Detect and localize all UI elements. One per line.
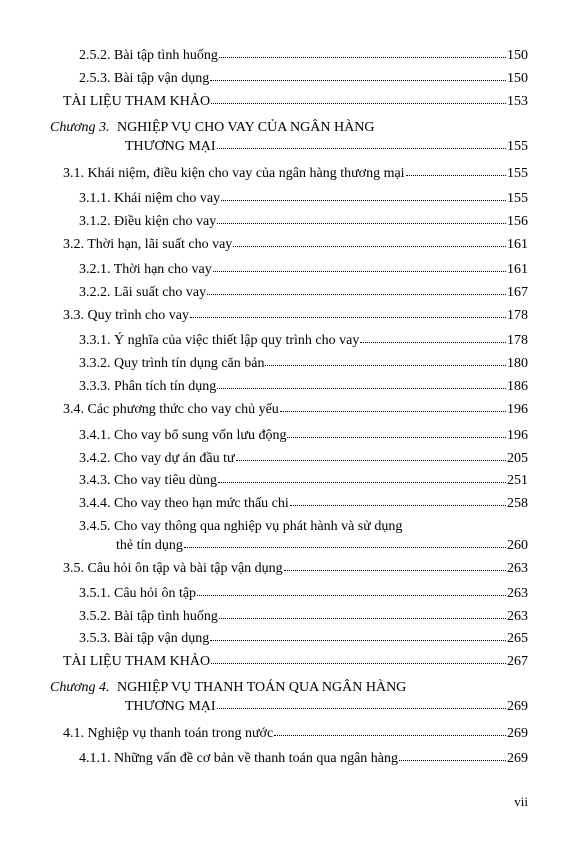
dot-leader bbox=[217, 138, 506, 149]
toc-entry-label: 3.5.2. Bài tập tình huống bbox=[79, 609, 218, 624]
toc-entry bbox=[79, 213, 528, 231]
toc-entry bbox=[63, 93, 528, 111]
dot-leader bbox=[211, 653, 506, 664]
toc-entry-page: 150 bbox=[507, 48, 528, 63]
dot-leader bbox=[207, 284, 506, 295]
toc-entry bbox=[79, 355, 528, 373]
toc-entry-label: 3.4. Các phương thức cho vay chủ yếu bbox=[63, 402, 279, 417]
toc-entry-page: 269 bbox=[507, 751, 528, 766]
toc-entry-label: 3.3.1. Ý nghĩa của việc thiết lập quy trình cho vay bbox=[79, 333, 360, 348]
toc-entry-page: 150 bbox=[507, 71, 528, 86]
toc-entry-page: 180 bbox=[507, 356, 528, 371]
toc-entry-page: 155 bbox=[507, 191, 528, 206]
toc-entry-label: 3.1.2. Điều kiện cho vay bbox=[79, 214, 217, 229]
toc-entry-label: 3.4.5. Cho vay thông qua nghiệp vụ phát hành và sử dụng bbox=[79, 519, 403, 534]
toc-entry-page: 156 bbox=[507, 214, 528, 229]
toc-entry-label: 3.3. Quy trình cho vay bbox=[63, 308, 189, 323]
toc-entry-label: 3.1.1. Khái niệm cho vay bbox=[79, 191, 221, 206]
chapter-title: NGHIỆP VỤ THANH TOÁN QUA NGÂN HÀNG bbox=[116, 680, 407, 695]
toc-entry bbox=[63, 165, 528, 183]
toc-entry-page: 263 bbox=[507, 609, 528, 624]
toc-entry bbox=[63, 401, 528, 419]
dot-leader bbox=[218, 472, 506, 483]
toc-entry-label: 3.3.3. Phân tích tín dụng bbox=[79, 379, 217, 394]
toc-entry bbox=[79, 495, 528, 513]
toc-entry-first-line bbox=[79, 518, 402, 536]
dot-leader bbox=[290, 495, 506, 506]
toc-entry-page: 196 bbox=[507, 428, 528, 443]
toc-entry-page: 196 bbox=[507, 402, 528, 417]
toc-entry-page: 178 bbox=[507, 308, 528, 323]
toc-entry bbox=[63, 236, 528, 254]
toc-entry bbox=[79, 190, 528, 208]
toc-entry-page: 263 bbox=[507, 561, 528, 576]
chapter-heading bbox=[50, 679, 406, 697]
toc-entry bbox=[79, 47, 528, 65]
toc-entry-label: 3.4.2. Cho vay dự án đầu tư bbox=[79, 451, 235, 466]
dot-leader bbox=[233, 236, 506, 247]
dot-leader bbox=[211, 93, 506, 104]
toc-entry bbox=[116, 537, 528, 555]
toc-entry bbox=[79, 450, 528, 468]
toc-entry-label: 2.5.2. Bài tập tình huống bbox=[79, 48, 218, 63]
toc-entry-label: 4.1. Nghiệp vụ thanh toán trong nước bbox=[63, 726, 274, 741]
toc-entry-label: 3.4.3. Cho vay tiêu dùng bbox=[79, 473, 218, 488]
dot-leader bbox=[210, 70, 506, 81]
toc-entry bbox=[63, 560, 528, 578]
dot-leader bbox=[210, 630, 506, 641]
toc-entry-label: 3.4.1. Cho vay bổ sung vốn lưu động bbox=[79, 428, 287, 443]
toc-entry-page: 265 bbox=[507, 631, 528, 646]
toc-entry-label: 4.1.1. Những vấn đề cơ bản về thanh toán qua ngân hàng bbox=[79, 751, 399, 766]
chapter-title: NGHIỆP VỤ CHO VAY CỦA NGÂN HÀNG bbox=[116, 120, 375, 135]
toc-entry-label: TÀI LIỆU THAM KHẢO bbox=[63, 94, 211, 109]
dot-leader bbox=[219, 47, 506, 58]
toc-entry bbox=[125, 698, 528, 716]
toc-entry bbox=[63, 653, 528, 671]
toc-entry-page: 153 bbox=[507, 94, 528, 109]
chapter-number: Chương 3. bbox=[50, 120, 110, 135]
dot-leader bbox=[280, 401, 506, 412]
toc-entry-page: 205 bbox=[507, 451, 528, 466]
toc-entry-label: 3.2.2. Lãi suất cho vay bbox=[79, 285, 207, 300]
dot-leader bbox=[360, 332, 506, 343]
toc-entry-label: 3.5.1. Câu hỏi ôn tập bbox=[79, 586, 197, 601]
dot-leader bbox=[274, 725, 506, 736]
toc-entry-label: 3.3.2. Quy trình tín dụng căn bản bbox=[79, 356, 265, 371]
toc-entry-label: 2.5.3. Bài tập vận dụng bbox=[79, 71, 210, 86]
dot-leader bbox=[406, 165, 506, 176]
toc-entry-label: thẻ tín dụng bbox=[116, 538, 183, 553]
toc-entry-page: 260 bbox=[507, 538, 528, 553]
dot-leader bbox=[197, 585, 506, 596]
dot-leader bbox=[287, 427, 506, 438]
toc-entry-label: 3.5. Câu hỏi ôn tập và bài tập vận dụng bbox=[63, 561, 283, 576]
toc-entry bbox=[79, 750, 528, 768]
chapter-heading bbox=[50, 119, 374, 137]
toc-entry-page: 186 bbox=[507, 379, 528, 394]
toc-entry-page: 178 bbox=[507, 333, 528, 348]
dot-leader bbox=[217, 698, 506, 709]
toc-entry-label: TÀI LIỆU THAM KHẢO bbox=[63, 654, 211, 669]
toc-entry-page: 161 bbox=[507, 262, 528, 277]
toc-entry-label: THƯƠNG MẠI bbox=[125, 139, 216, 154]
dot-leader bbox=[265, 355, 506, 366]
dot-leader bbox=[190, 307, 506, 318]
dot-leader bbox=[236, 450, 506, 461]
toc-entry-page: 251 bbox=[507, 473, 528, 488]
toc-entry bbox=[63, 725, 528, 743]
toc-entry bbox=[79, 284, 528, 302]
dot-leader bbox=[284, 560, 506, 571]
dot-leader bbox=[221, 190, 506, 201]
chapter-number: Chương 4. bbox=[50, 680, 110, 695]
toc-entry-page: 161 bbox=[507, 237, 528, 252]
page-number: vii bbox=[514, 794, 528, 809]
toc-entry-label: THƯƠNG MẠI bbox=[125, 699, 216, 714]
toc-entry bbox=[63, 307, 528, 325]
dot-leader bbox=[184, 537, 506, 548]
toc-entry-page: 267 bbox=[507, 654, 528, 669]
toc-entry-page: 263 bbox=[507, 586, 528, 601]
toc-entry bbox=[79, 70, 528, 88]
toc-entry-label: 3.2.1. Thời hạn cho vay bbox=[79, 262, 212, 277]
toc-entry bbox=[79, 427, 528, 445]
dot-leader bbox=[219, 608, 506, 619]
toc-entry-page: 258 bbox=[507, 496, 528, 511]
toc-entry bbox=[79, 472, 528, 490]
toc-entry-page: 269 bbox=[507, 726, 528, 741]
toc-entry-label: 3.5.3. Bài tập vận dụng bbox=[79, 631, 210, 646]
toc-entry-page: 155 bbox=[507, 139, 528, 154]
toc-entry-label: 3.4.4. Cho vay theo hạn mức thấu chi bbox=[79, 496, 289, 511]
dot-leader bbox=[213, 261, 506, 272]
toc-entry-page: 167 bbox=[507, 285, 528, 300]
toc-entry bbox=[79, 332, 528, 350]
toc-entry bbox=[79, 608, 528, 626]
toc-entry-page: 155 bbox=[507, 166, 528, 181]
toc-entry-label: 3.2. Thời hạn, lãi suất cho vay bbox=[63, 237, 233, 252]
toc-entry bbox=[79, 585, 528, 603]
toc-entry-label: 3.1. Khái niệm, điều kiện cho vay của ngân hàng thương mại bbox=[63, 166, 405, 181]
toc-entry-page: 269 bbox=[507, 699, 528, 714]
toc-entry bbox=[125, 138, 528, 156]
toc-entry bbox=[79, 378, 528, 396]
dot-leader bbox=[217, 378, 506, 389]
toc-entry bbox=[79, 261, 528, 279]
toc-entry bbox=[79, 630, 528, 648]
dot-leader bbox=[217, 213, 506, 224]
dot-leader bbox=[399, 750, 506, 761]
